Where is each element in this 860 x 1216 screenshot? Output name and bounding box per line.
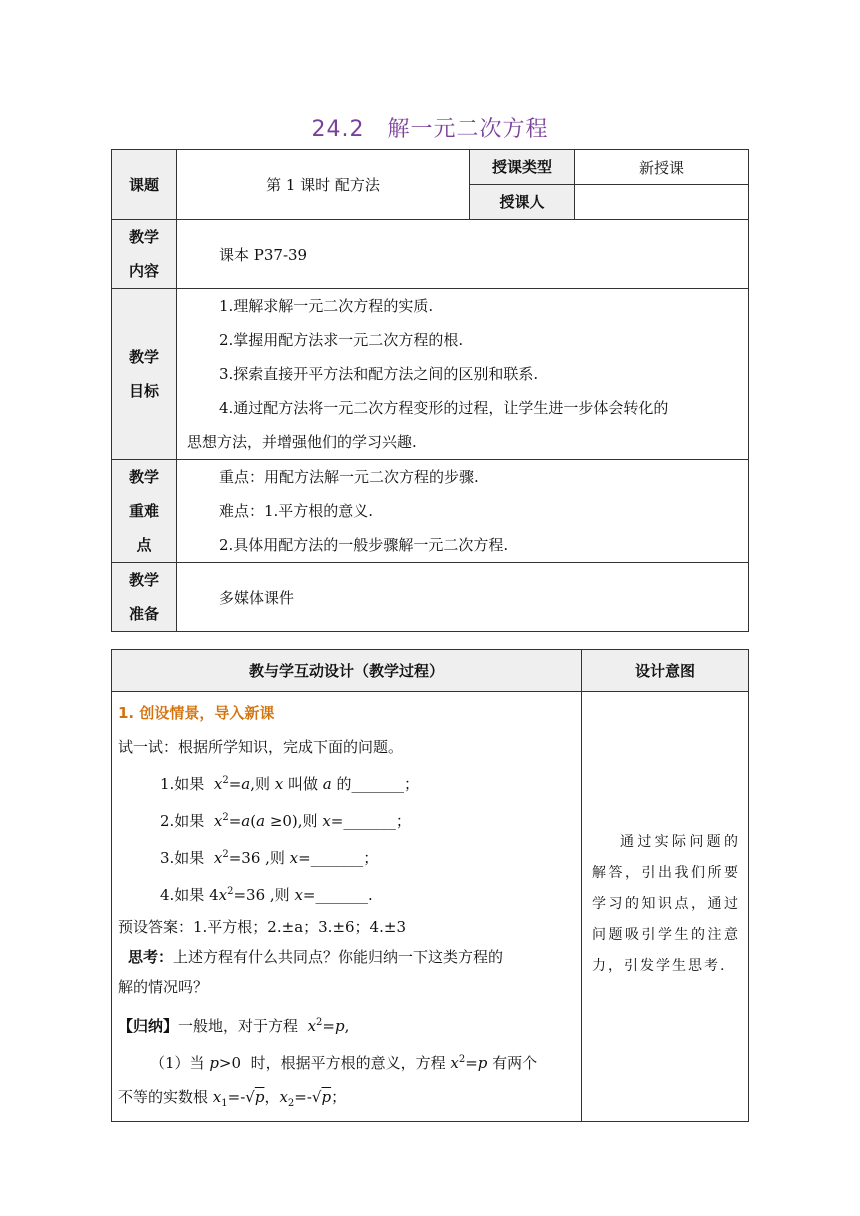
content-value: 课本 P37-39	[177, 220, 749, 289]
think-paragraph-cont: 解的情况吗？	[118, 978, 209, 996]
goal-item: 1.理解求解一元二次方程的实质.	[219, 297, 434, 315]
label-lesson-type: 授课类型	[470, 150, 575, 185]
case-1: （1）当 p>0 时，根据平方根的意义，方程 $x^2=p$ 有两个	[150, 1054, 538, 1072]
process-header: 教与学互动设计（教学过程）	[112, 650, 582, 692]
goal-item: 4.通过配方法将一元二次方程变形的过程，让学生进一步体会转化的	[219, 399, 669, 417]
label-goals: 教学目标	[128, 348, 159, 400]
lesson-type-value: 新授课	[575, 150, 749, 185]
preset-answers: 预设答案：1.平方根；2.±a；3.±6；4.±3	[118, 918, 406, 936]
question-3: 3.如果 $x^2=36$ ,则 x=_______；	[160, 849, 379, 867]
intro-text: 试一试：根据所学知识，完成下面的问题。	[118, 738, 404, 756]
question-2: 2.如果 $x^2=a(a \ge 0)$,则 x=_______；	[160, 812, 411, 830]
label-teacher: 授课人	[470, 185, 575, 220]
goal-item: 思想方法，并增强他们的学习兴趣.	[187, 433, 417, 451]
key-point: 2.具体用配方法的一般步骤解一元二次方程.	[219, 536, 509, 554]
key-point: 重点：用配方法解一元二次方程的步骤.	[219, 468, 479, 486]
case-1-roots: 不等的实数根 $x_1=-√p$，$x_2=-√p$；	[118, 1088, 347, 1109]
label-key-points: 教学重难点	[128, 468, 159, 554]
goal-item: 2.掌握用配方法求一元二次方程的根.	[219, 331, 464, 349]
topic-value: 第 1 课时 配方法	[177, 150, 470, 220]
key-point: 难点：1.平方根的意义.	[219, 502, 374, 520]
teacher-value	[575, 185, 749, 220]
document-title: 24.2 解一元二次方程	[311, 117, 549, 142]
question-4: 4.如果 $4x^2=36$ ,则 x=_______.	[160, 886, 373, 904]
goal-item: 3.探索直接开平方法和配方法之间的区别和联系.	[219, 365, 539, 383]
section-title: 1. 创设情景，导入新课	[118, 704, 275, 722]
design-intent-header: 设计意图	[582, 650, 749, 692]
label-topic: 课题	[112, 150, 177, 220]
label-content: 教学内容	[128, 228, 159, 280]
summary-paragraph: 【归纳】一般地，对于方程 $x^2=p$,	[118, 1017, 350, 1035]
design-intent-text: 通过实际问题的解答，引出我们所要学习的知识点，通过问题吸引学生的注意力，引发学生思考.	[592, 834, 740, 974]
teaching-process-table	[111, 649, 749, 1122]
question-1: 1.如果 $x^2=a$,则 x 叫做 a 的_______；	[160, 775, 420, 793]
preparation-value: 多媒体课件	[177, 563, 749, 632]
lesson-info-table	[111, 149, 749, 632]
think-paragraph: 思考：上述方程有什么共同点？你能归纳一下这类方程的	[128, 948, 504, 966]
label-preparation: 教学准备	[128, 571, 159, 623]
